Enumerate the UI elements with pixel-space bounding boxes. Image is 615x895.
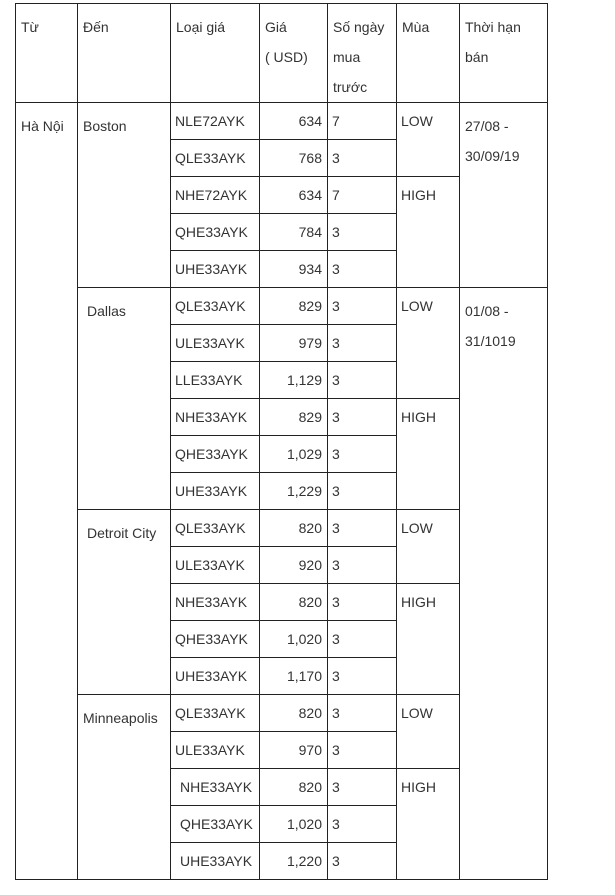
header-row bbox=[16, 4, 548, 103]
price-value: 820 bbox=[298, 779, 322, 795]
price-value: 829 bbox=[298, 409, 322, 425]
price-value: 934 bbox=[298, 261, 322, 277]
days-cell bbox=[328, 214, 397, 251]
price-cell bbox=[260, 695, 328, 732]
header-to bbox=[78, 4, 171, 103]
header-season bbox=[397, 4, 460, 103]
days-value: 3 bbox=[332, 557, 340, 573]
header-to-text: Đến bbox=[83, 19, 109, 35]
fare-code-cell bbox=[171, 251, 260, 288]
days-cell bbox=[328, 177, 397, 214]
price-cell bbox=[260, 584, 328, 621]
fare-code: UHE33AYK bbox=[175, 261, 248, 277]
destination-cell bbox=[78, 288, 171, 510]
fare-code: NHE33AYK bbox=[180, 779, 253, 795]
price-value: 1,170 bbox=[286, 668, 322, 684]
days-value: 3 bbox=[332, 853, 340, 869]
price-value: 820 bbox=[298, 705, 322, 721]
header-advance-line1: Số ngày bbox=[333, 19, 385, 35]
days-value: 3 bbox=[332, 446, 340, 462]
period-cell bbox=[460, 103, 548, 288]
table-row bbox=[16, 103, 548, 140]
fare-code: NHE72AYK bbox=[175, 187, 248, 203]
season-value: LOW bbox=[401, 520, 433, 536]
season-cell bbox=[397, 769, 460, 880]
fare-code-cell bbox=[171, 769, 260, 806]
destination-cell bbox=[78, 103, 171, 288]
fare-code-cell bbox=[171, 621, 260, 658]
price-cell bbox=[260, 140, 328, 177]
season-value: HIGH bbox=[401, 594, 436, 610]
price-cell bbox=[260, 177, 328, 214]
period-line2: 31/1019 bbox=[465, 333, 516, 349]
price-cell bbox=[260, 658, 328, 695]
destination-text: Boston bbox=[83, 118, 127, 134]
price-cell bbox=[260, 399, 328, 436]
price-value: 1,020 bbox=[286, 816, 322, 832]
fare-code-cell bbox=[171, 436, 260, 473]
days-cell bbox=[328, 362, 397, 399]
days-value: 3 bbox=[332, 372, 340, 388]
days-value: 3 bbox=[332, 594, 340, 610]
fare-code-cell bbox=[171, 140, 260, 177]
header-advance-days bbox=[328, 4, 397, 103]
fare-table bbox=[15, 3, 548, 880]
season-value: HIGH bbox=[401, 409, 436, 425]
days-value: 3 bbox=[332, 520, 340, 536]
fare-code-cell bbox=[171, 806, 260, 843]
fare-code: UHE33AYK bbox=[175, 668, 248, 684]
fare-code-cell bbox=[171, 547, 260, 584]
fare-code-cell bbox=[171, 362, 260, 399]
header-period-line2: bán bbox=[465, 49, 489, 65]
header-period-line1: Thời hạn bbox=[465, 19, 521, 35]
days-cell bbox=[328, 658, 397, 695]
price-value: 634 bbox=[298, 187, 322, 203]
price-value: 820 bbox=[298, 594, 322, 610]
price-cell bbox=[260, 621, 328, 658]
days-cell bbox=[328, 510, 397, 547]
days-value: 3 bbox=[332, 483, 340, 499]
period-line1: 01/08 - bbox=[465, 303, 509, 319]
days-value: 3 bbox=[332, 816, 340, 832]
days-cell bbox=[328, 473, 397, 510]
fare-code: ULE33AYK bbox=[175, 742, 245, 758]
price-value: 979 bbox=[298, 335, 322, 351]
days-cell bbox=[328, 695, 397, 732]
season-cell bbox=[397, 177, 460, 288]
days-value: 3 bbox=[332, 150, 340, 166]
fare-code: QLE33AYK bbox=[175, 298, 246, 314]
fare-code: QLE33AYK bbox=[175, 150, 246, 166]
header-fare-type bbox=[171, 4, 260, 103]
fare-code-cell bbox=[171, 177, 260, 214]
fare-code-cell bbox=[171, 732, 260, 769]
days-value: 7 bbox=[332, 113, 340, 129]
price-cell bbox=[260, 103, 328, 140]
table-row bbox=[16, 288, 548, 325]
fare-code: UHE33AYK bbox=[175, 483, 248, 499]
period-line2: 30/09/19 bbox=[465, 148, 520, 164]
price-value: 1,220 bbox=[286, 853, 322, 869]
fare-code: UHE33AYK bbox=[180, 853, 253, 869]
days-cell bbox=[328, 325, 397, 362]
price-cell bbox=[260, 547, 328, 584]
days-cell bbox=[328, 436, 397, 473]
season-cell bbox=[397, 399, 460, 510]
fare-code-cell bbox=[171, 288, 260, 325]
price-value: 829 bbox=[298, 298, 322, 314]
fare-code: ULE33AYK bbox=[175, 335, 245, 351]
season-cell bbox=[397, 510, 460, 584]
header-price-line1: Giá bbox=[265, 19, 287, 35]
fare-code-cell bbox=[171, 214, 260, 251]
price-value: 970 bbox=[298, 742, 322, 758]
price-cell bbox=[260, 806, 328, 843]
days-cell bbox=[328, 288, 397, 325]
origin-text: Hà Nội bbox=[21, 118, 64, 134]
fare-code: NHE33AYK bbox=[175, 594, 248, 610]
price-cell bbox=[260, 251, 328, 288]
days-value: 3 bbox=[332, 779, 340, 795]
fare-code: QHE33AYK bbox=[175, 446, 248, 462]
price-cell bbox=[260, 769, 328, 806]
period-line1: 27/08 - bbox=[465, 118, 509, 134]
fare-code: NLE72AYK bbox=[175, 113, 245, 129]
days-cell bbox=[328, 732, 397, 769]
price-value: 784 bbox=[298, 224, 322, 240]
price-value: 920 bbox=[298, 557, 322, 573]
season-value: LOW bbox=[401, 298, 433, 314]
season-cell bbox=[397, 288, 460, 399]
price-cell bbox=[260, 325, 328, 362]
price-cell bbox=[260, 843, 328, 880]
price-cell bbox=[260, 362, 328, 399]
price-cell bbox=[260, 288, 328, 325]
header-season-text: Mùa bbox=[402, 19, 430, 35]
days-cell bbox=[328, 399, 397, 436]
fare-code: QLE33AYK bbox=[175, 705, 246, 721]
days-cell bbox=[328, 103, 397, 140]
days-value: 3 bbox=[332, 261, 340, 277]
destination-text: Minneapolis bbox=[83, 710, 158, 726]
header-advance-line3: trước bbox=[333, 79, 368, 95]
days-cell bbox=[328, 140, 397, 177]
season-value: LOW bbox=[401, 113, 433, 129]
fare-code: LLE33AYK bbox=[175, 372, 243, 388]
days-value: 3 bbox=[332, 224, 340, 240]
days-value: 3 bbox=[332, 668, 340, 684]
header-fare-type-text: Loại giá bbox=[176, 19, 226, 35]
days-cell bbox=[328, 769, 397, 806]
fare-code-cell bbox=[171, 473, 260, 510]
days-cell bbox=[328, 547, 397, 584]
header-price-line2: ( USD) bbox=[265, 49, 308, 65]
fare-code-cell bbox=[171, 325, 260, 362]
price-cell bbox=[260, 510, 328, 547]
fare-code-cell bbox=[171, 399, 260, 436]
header-from-text: Từ bbox=[21, 19, 39, 35]
header-from bbox=[16, 4, 78, 103]
fare-code: NHE33AYK bbox=[175, 409, 248, 425]
days-value: 3 bbox=[332, 335, 340, 351]
fare-code-cell bbox=[171, 658, 260, 695]
days-value: 7 bbox=[332, 187, 340, 203]
days-cell bbox=[328, 251, 397, 288]
fare-code: QHE33AYK bbox=[175, 631, 248, 647]
period-cell bbox=[460, 288, 548, 880]
price-value: 1,129 bbox=[286, 372, 322, 388]
season-cell bbox=[397, 584, 460, 695]
fare-code-cell bbox=[171, 103, 260, 140]
days-cell bbox=[328, 621, 397, 658]
season-cell bbox=[397, 695, 460, 769]
season-value: LOW bbox=[401, 705, 433, 721]
price-value: 820 bbox=[298, 520, 322, 536]
days-value: 3 bbox=[332, 742, 340, 758]
price-value: 1,020 bbox=[286, 631, 322, 647]
price-value: 634 bbox=[298, 113, 322, 129]
price-value: 768 bbox=[298, 150, 322, 166]
origin-cell bbox=[16, 103, 78, 880]
season-cell bbox=[397, 103, 460, 177]
fare-code-cell bbox=[171, 843, 260, 880]
days-cell bbox=[328, 584, 397, 621]
price-value: 1,029 bbox=[286, 446, 322, 462]
header-advance-line2: mua bbox=[333, 49, 361, 65]
season-value: HIGH bbox=[401, 779, 436, 795]
fare-code-cell bbox=[171, 695, 260, 732]
destination-text: Detroit City bbox=[87, 525, 157, 541]
fare-code: QHE33AYK bbox=[180, 816, 253, 832]
price-value: 1,229 bbox=[286, 483, 322, 499]
days-cell bbox=[328, 806, 397, 843]
fare-code: QHE33AYK bbox=[175, 224, 248, 240]
season-value: HIGH bbox=[401, 187, 436, 203]
price-cell bbox=[260, 473, 328, 510]
days-value: 3 bbox=[332, 631, 340, 647]
days-value: 3 bbox=[332, 409, 340, 425]
destination-cell bbox=[78, 695, 171, 880]
days-value: 3 bbox=[332, 705, 340, 721]
days-cell bbox=[328, 843, 397, 880]
destination-text: Dallas bbox=[87, 303, 126, 319]
header-sale-period bbox=[460, 4, 548, 103]
fare-code: QLE33AYK bbox=[175, 520, 246, 536]
destination-cell bbox=[78, 510, 171, 695]
days-value: 3 bbox=[332, 298, 340, 314]
fare-code: ULE33AYK bbox=[175, 557, 245, 573]
price-cell bbox=[260, 732, 328, 769]
header-price bbox=[260, 4, 328, 103]
fare-code-cell bbox=[171, 584, 260, 621]
price-cell bbox=[260, 436, 328, 473]
price-cell bbox=[260, 214, 328, 251]
fare-code-cell bbox=[171, 510, 260, 547]
